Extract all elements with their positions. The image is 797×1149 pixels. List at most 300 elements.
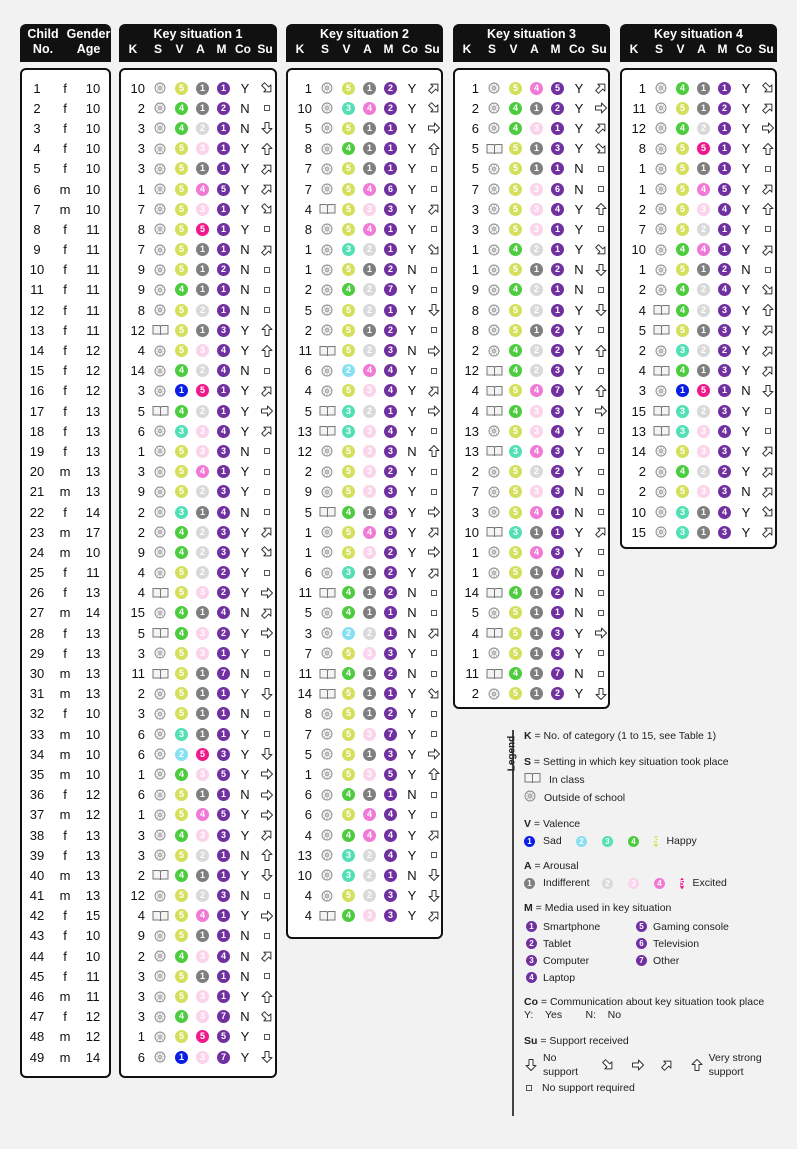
age: 13 xyxy=(85,867,101,883)
valence-cell xyxy=(505,667,526,680)
outside-school-icon xyxy=(316,102,338,114)
arousal-cell xyxy=(693,344,714,357)
media-badge: 3 xyxy=(384,344,397,357)
strong-support-icon xyxy=(757,182,779,196)
column-header-s: S xyxy=(487,42,496,56)
category-number: 14 xyxy=(130,363,145,379)
arousal-badge: 4 xyxy=(363,808,376,821)
valence-badge: 5 xyxy=(175,1030,188,1043)
child-no: 3 xyxy=(33,120,41,136)
arousal-low-label: Indifferent xyxy=(543,877,590,889)
valence-cell xyxy=(338,909,359,922)
no-support-required-icon xyxy=(423,325,445,335)
age: 10 xyxy=(85,766,101,782)
valence-badge: 4 xyxy=(342,606,355,619)
communication: Y xyxy=(407,706,417,722)
category-number: 4 xyxy=(304,908,312,924)
communication: Y xyxy=(741,181,751,197)
table-row xyxy=(22,563,109,583)
valence-badge: 5 xyxy=(342,344,355,357)
arousal-badge: 3 xyxy=(697,445,710,458)
no-support-required-icon xyxy=(590,487,612,497)
valence-cell xyxy=(338,304,359,317)
no-support-icon xyxy=(590,303,612,317)
media-badge: 1 xyxy=(217,162,230,175)
arousal-cell xyxy=(192,344,213,357)
communication: Y xyxy=(407,242,417,258)
child-no: 25 xyxy=(29,565,45,581)
arousal-badge: 3 xyxy=(196,445,209,458)
valence-badge: 4 xyxy=(509,243,522,256)
media-cell xyxy=(714,162,735,175)
media-cell xyxy=(380,122,401,135)
arousal-cell xyxy=(526,627,547,640)
arousal-badge: 5 xyxy=(196,1030,209,1043)
arousal-badge: 4 xyxy=(530,445,543,458)
child-no: 27 xyxy=(29,605,45,621)
communication: Y xyxy=(407,504,417,520)
category-number: 1 xyxy=(304,766,312,782)
table-header xyxy=(119,24,277,62)
no-support-required-icon xyxy=(590,325,612,335)
communication: Y xyxy=(240,989,250,1005)
media-cell xyxy=(213,506,234,519)
valence-badge: 5 xyxy=(509,425,522,438)
media-badge: 1 xyxy=(384,405,397,418)
strong-support-icon xyxy=(423,566,445,580)
category-number: 2 xyxy=(471,343,479,359)
child-no: 12 xyxy=(29,302,45,318)
media-badge: 1 xyxy=(217,788,230,801)
no-support-required-icon xyxy=(590,285,612,295)
media-badge: 1 xyxy=(217,384,230,397)
arousal-cell xyxy=(192,1010,213,1023)
valence-cell xyxy=(171,203,192,216)
media-cell xyxy=(380,485,401,498)
table-row xyxy=(22,340,109,360)
arousal-badge: 3 xyxy=(196,142,209,155)
gender: f xyxy=(63,242,67,258)
table-row xyxy=(121,966,275,986)
media-cell xyxy=(380,889,401,902)
valence-badge: 5 xyxy=(342,465,355,478)
gender: m xyxy=(59,181,71,197)
arousal-3 xyxy=(628,878,654,889)
arousal-badge: 3 xyxy=(363,728,376,741)
outside-school-icon xyxy=(149,708,171,720)
media-cell xyxy=(547,546,568,559)
gender: f xyxy=(63,141,67,157)
age: 11 xyxy=(86,221,100,237)
table-row xyxy=(22,845,109,865)
valence-cell xyxy=(338,162,359,175)
arousal-cell xyxy=(693,203,714,216)
media-badge: 1 xyxy=(384,142,397,155)
no-support-required-icon xyxy=(256,224,278,234)
gender: m xyxy=(59,766,71,782)
category-number: 1 xyxy=(137,807,145,823)
no-support-required-icon xyxy=(423,810,445,820)
category-number: 5 xyxy=(304,403,312,419)
valence-badge: 5 xyxy=(175,485,188,498)
category-number: 13 xyxy=(464,423,479,439)
table-row xyxy=(455,441,608,461)
valence-badge: 3 xyxy=(509,445,522,458)
gender: f xyxy=(63,827,67,843)
media-cell xyxy=(213,929,234,942)
child-no: 2 xyxy=(33,100,41,116)
arousal-cell xyxy=(693,304,714,317)
media-cell xyxy=(714,425,735,438)
gender: f xyxy=(63,645,67,661)
very-strong-support-icon xyxy=(423,142,445,156)
communication: Y xyxy=(240,585,250,601)
media-cell xyxy=(380,909,401,922)
no-support-required-icon xyxy=(423,285,445,295)
communication: Y xyxy=(407,726,417,742)
media-badge: 1 xyxy=(217,929,230,942)
arousal-badge: 1 xyxy=(530,606,543,619)
category-number: 5 xyxy=(137,625,145,641)
outside-school-icon xyxy=(149,526,171,538)
outside-school-icon xyxy=(483,688,505,700)
arousal-cell xyxy=(526,203,547,216)
media-badge: 1 xyxy=(217,909,230,922)
outside-school-icon xyxy=(650,466,672,478)
category-number: 3 xyxy=(137,1009,145,1025)
media-cell xyxy=(213,82,234,95)
arousal-badge: 2 xyxy=(363,283,376,296)
media-badge: 7 xyxy=(384,728,397,741)
category-number: 15 xyxy=(631,524,646,540)
no-support-required-icon xyxy=(423,265,445,275)
arousal-cell xyxy=(526,304,547,317)
category-number: 2 xyxy=(638,282,646,298)
media-badge: 5 xyxy=(217,768,230,781)
age: 12 xyxy=(85,343,101,359)
media-badge: 1 xyxy=(217,687,230,700)
age: 12 xyxy=(85,1029,101,1045)
arousal-cell xyxy=(526,364,547,377)
outside-school-icon xyxy=(483,486,505,498)
media-cell xyxy=(213,203,234,216)
child-no: 9 xyxy=(33,242,41,258)
valence-cell xyxy=(338,344,359,357)
arousal-cell xyxy=(526,445,547,458)
arousal-badge: 3 xyxy=(363,445,376,458)
communication: Y xyxy=(741,464,751,480)
arousal-cell xyxy=(526,425,547,438)
in-class-icon xyxy=(650,365,672,377)
valence-badge: 5 xyxy=(175,970,188,983)
arousal-badge: 1 xyxy=(363,667,376,680)
valence-badge: 5 xyxy=(509,566,522,579)
arousal-badge: 5 xyxy=(680,878,685,888)
category-number: 1 xyxy=(304,80,312,96)
category-number: 2 xyxy=(137,948,145,964)
valence-cell xyxy=(171,768,192,781)
arousal-badge: 1 xyxy=(363,142,376,155)
media-badge: 3 xyxy=(718,324,731,337)
media-cell xyxy=(213,889,234,902)
outside-school-icon xyxy=(483,466,505,478)
very-strong-support-icon xyxy=(423,444,445,458)
valence-badge: 5 xyxy=(342,384,355,397)
valence-cell xyxy=(171,82,192,95)
strong-support-icon xyxy=(256,424,278,438)
table-row xyxy=(288,684,441,704)
communication: Y xyxy=(741,282,751,298)
table-row xyxy=(288,219,441,239)
valence-badge: 4 xyxy=(509,405,522,418)
valence-badge: 5 xyxy=(175,162,188,175)
communication: N xyxy=(240,968,250,984)
support-high-label: Very strong support xyxy=(708,1052,762,1078)
arousal-cell xyxy=(192,223,213,236)
communication: N xyxy=(240,443,250,459)
valence-badge: 3 xyxy=(175,728,188,741)
age: 10 xyxy=(85,201,101,217)
valence-badge: 5 xyxy=(342,707,355,720)
communication: N xyxy=(240,262,250,278)
age: 11 xyxy=(86,968,100,984)
table-row xyxy=(22,421,109,441)
no-support-required-icon xyxy=(423,588,445,598)
media-cell xyxy=(213,364,234,377)
in-class-icon xyxy=(483,405,505,417)
media-cell xyxy=(380,869,401,882)
media-cell xyxy=(213,526,234,539)
arousal-badge: 2 xyxy=(196,526,209,539)
moderate-support-icon xyxy=(256,767,278,781)
table-row xyxy=(622,522,775,542)
media-badge: 4 xyxy=(217,344,230,357)
arousal-cell xyxy=(192,183,213,196)
no-support-required-icon xyxy=(256,103,278,113)
communication: Y xyxy=(240,403,250,419)
arousal-cell xyxy=(192,263,213,276)
valence-cell xyxy=(338,223,359,236)
strong-support-icon xyxy=(423,81,445,95)
outside-school-icon xyxy=(650,143,672,155)
header-age: Age xyxy=(76,42,101,56)
arousal-badge: 1 xyxy=(363,324,376,337)
arousal-cell xyxy=(526,647,547,660)
arousal-badge: 3 xyxy=(196,1010,209,1023)
age: 13 xyxy=(85,484,101,500)
category-number: 2 xyxy=(638,343,646,359)
column-header-co: Co xyxy=(402,42,418,56)
media-cell xyxy=(547,667,568,680)
valence-badge: 3 xyxy=(676,506,689,519)
valence-cell xyxy=(505,142,526,155)
category-number: 1 xyxy=(304,262,312,278)
strong-support-icon xyxy=(757,525,779,539)
in-class-icon xyxy=(483,526,505,538)
table-row xyxy=(288,906,441,926)
communication: Y xyxy=(574,645,584,661)
valence-badge: 4 xyxy=(509,364,522,377)
valence-badge: 5 xyxy=(175,808,188,821)
no-support-required-icon xyxy=(590,446,612,456)
category-number: 5 xyxy=(304,605,312,621)
table-row xyxy=(22,98,109,118)
age: 13 xyxy=(85,464,101,480)
valence-cell xyxy=(338,586,359,599)
valence-badge: 5 xyxy=(175,788,188,801)
child-no: 10 xyxy=(29,262,45,278)
age: 11 xyxy=(86,302,100,318)
media-badge: 1 xyxy=(384,122,397,135)
category-number: 12 xyxy=(130,322,145,338)
arousal-cell xyxy=(359,829,380,842)
arousal-cell xyxy=(359,283,380,296)
arousal-cell xyxy=(192,687,213,700)
table-row xyxy=(455,583,608,603)
category-number: 10 xyxy=(297,100,312,116)
outside-icon xyxy=(524,790,536,806)
table-row xyxy=(121,462,275,482)
media-cell xyxy=(547,445,568,458)
arousal-badge: 4 xyxy=(363,526,376,539)
age: 13 xyxy=(85,403,101,419)
gender: f xyxy=(63,968,67,984)
valence-badge: 5 xyxy=(509,183,522,196)
media-badge: 1 xyxy=(217,849,230,862)
valence-cell xyxy=(338,283,359,296)
media-item xyxy=(526,935,636,952)
gender: m xyxy=(59,201,71,217)
table-row xyxy=(22,482,109,502)
arousal-badge: 3 xyxy=(196,203,209,216)
table-row xyxy=(288,805,441,825)
table-row xyxy=(288,118,441,138)
column-header-a: A xyxy=(196,42,205,56)
arousal-badge: 1 xyxy=(697,324,710,337)
category-number: 8 xyxy=(471,322,479,338)
arousal-badge: 3 xyxy=(196,768,209,781)
outside-school-icon xyxy=(483,647,505,659)
arousal-badge: 1 xyxy=(196,667,209,680)
valence-cell xyxy=(672,364,693,377)
age: 10 xyxy=(85,120,101,136)
valence-badge: 4 xyxy=(175,405,188,418)
media-cell xyxy=(714,405,735,418)
table-row xyxy=(455,381,608,401)
gender: m xyxy=(59,484,71,500)
communication: Y xyxy=(741,524,751,540)
media-cell xyxy=(547,465,568,478)
table-row xyxy=(455,482,608,502)
communication: Y xyxy=(240,908,250,924)
media-cell xyxy=(714,304,735,317)
arousal-cell xyxy=(359,203,380,216)
valence-badge: 5 xyxy=(509,223,522,236)
valence-cell xyxy=(171,142,192,155)
category-number: 2 xyxy=(137,100,145,116)
outside-school-icon xyxy=(316,324,338,336)
child-no: 11 xyxy=(30,282,44,298)
table-row xyxy=(121,764,275,784)
table-row xyxy=(22,361,109,381)
no-support-required-icon xyxy=(256,1032,278,1042)
gender: m xyxy=(59,1029,71,1045)
gender: m xyxy=(59,524,71,540)
arousal-badge: 2 xyxy=(530,344,543,357)
arousal-cell xyxy=(192,808,213,821)
valence-cell xyxy=(672,425,693,438)
communication: Y xyxy=(741,221,751,237)
valence-cell xyxy=(171,728,192,741)
valence-cell xyxy=(338,788,359,801)
media-badge: 3 xyxy=(217,526,230,539)
arousal-cell xyxy=(192,889,213,902)
media-badge: 1 xyxy=(217,465,230,478)
media-cell xyxy=(213,748,234,761)
media-badge: 4 xyxy=(384,808,397,821)
arousal-cell xyxy=(359,223,380,236)
column-header-k: K xyxy=(295,42,305,56)
media-badge: 4 xyxy=(526,972,537,983)
column-header-a: A xyxy=(697,42,706,56)
media-cell xyxy=(380,324,401,337)
no-support-required-icon xyxy=(423,729,445,739)
arousal-cell xyxy=(359,586,380,599)
age: 10 xyxy=(85,544,101,560)
media-badge: 7 xyxy=(551,667,564,680)
media-badge: 3 xyxy=(718,364,731,377)
category-number: 9 xyxy=(471,282,479,298)
media-cell xyxy=(380,768,401,781)
arousal-cell xyxy=(359,405,380,418)
valence-badge: 4 xyxy=(175,364,188,377)
table-row xyxy=(22,260,109,280)
communication: N xyxy=(741,484,751,500)
table-row xyxy=(288,825,441,845)
media-badge: 2 xyxy=(384,546,397,559)
outside-school-icon xyxy=(149,607,171,619)
table-row xyxy=(121,946,275,966)
valence-badge: 5 xyxy=(342,82,355,95)
arousal-cell xyxy=(526,283,547,296)
media-badge: 1 xyxy=(384,627,397,640)
valence-badge: 2 xyxy=(342,627,355,640)
communication: N xyxy=(741,262,751,278)
table-row xyxy=(22,886,109,906)
gender: f xyxy=(63,161,67,177)
media-badge: 1 xyxy=(217,990,230,1003)
gender: f xyxy=(63,706,67,722)
communication: Y xyxy=(407,302,417,318)
no-support-required-icon xyxy=(423,184,445,194)
valence-cell xyxy=(171,849,192,862)
child-no: 8 xyxy=(33,221,41,237)
valence-badge: 4 xyxy=(175,102,188,115)
media-cell xyxy=(380,707,401,720)
table-row xyxy=(22,825,109,845)
outside-school-icon xyxy=(149,970,171,982)
category-number: 11 xyxy=(298,666,312,682)
gender: f xyxy=(63,928,67,944)
communication: Y xyxy=(407,746,417,762)
valence-badge: 5 xyxy=(175,304,188,317)
arousal-badge: 1 xyxy=(196,707,209,720)
child-no: 22 xyxy=(29,504,45,520)
media-badge: 2 xyxy=(217,263,230,276)
valence-badge: 4 xyxy=(342,586,355,599)
valence-cell xyxy=(672,506,693,519)
arousal-badge: 1 xyxy=(363,788,376,801)
